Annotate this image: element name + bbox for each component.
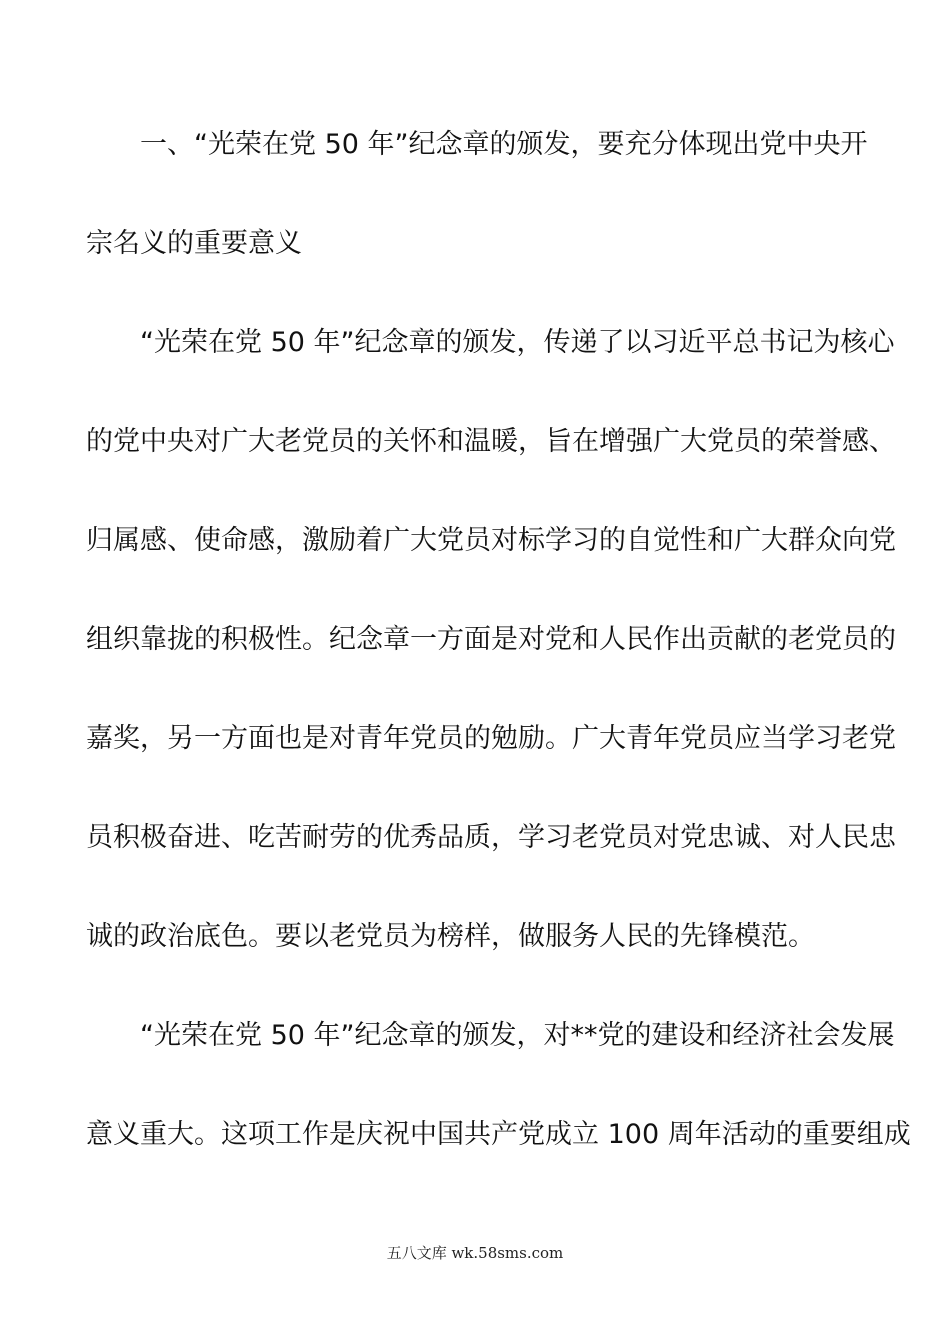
paragraph-line: “光荣在党 50 年”纪念章的颁发，传递了以习近平总书记为核心 <box>140 327 895 358</box>
footer-watermark: 五八文库 wk.58sms.com <box>386 1244 564 1262</box>
section-heading-line-2: 宗名义的重要意义 <box>86 228 302 259</box>
paragraph-line: “光荣在党 50 年”纪念章的颁发，对**党的建设和经济社会发展 <box>140 1020 895 1051</box>
paragraph-line: 归属感、使命感，激励着广大党员对标学习的自觉性和广大群众向党 <box>86 525 896 556</box>
paragraph-line: 组织靠拢的积极性。纪念章一方面是对党和人民作出贡献的老党员的 <box>86 624 896 655</box>
paragraph-line: 员积极奋进、吃苦耐劳的优秀品质，学习老党员对党忠诚、对人民忠 <box>86 822 896 853</box>
paragraph-line: 意义重大。这项工作是庆祝中国共产党成立 100 周年活动的重要组成 <box>86 1119 911 1150</box>
section-heading-line-1: 一、“光荣在党 50 年”纪念章的颁发，要充分体现出党中央开 <box>140 129 868 160</box>
paragraph-line: 的党中央对广大老党员的关怀和温暖，旨在增强广大党员的荣誉感、 <box>86 426 896 457</box>
paragraph-line: 嘉奖，另一方面也是对青年党员的勉励。广大青年党员应当学习老党 <box>86 723 896 754</box>
paragraph-line: 诚的政治底色。要以老党员为榜样，做服务人民的先锋模范。 <box>86 921 815 952</box>
